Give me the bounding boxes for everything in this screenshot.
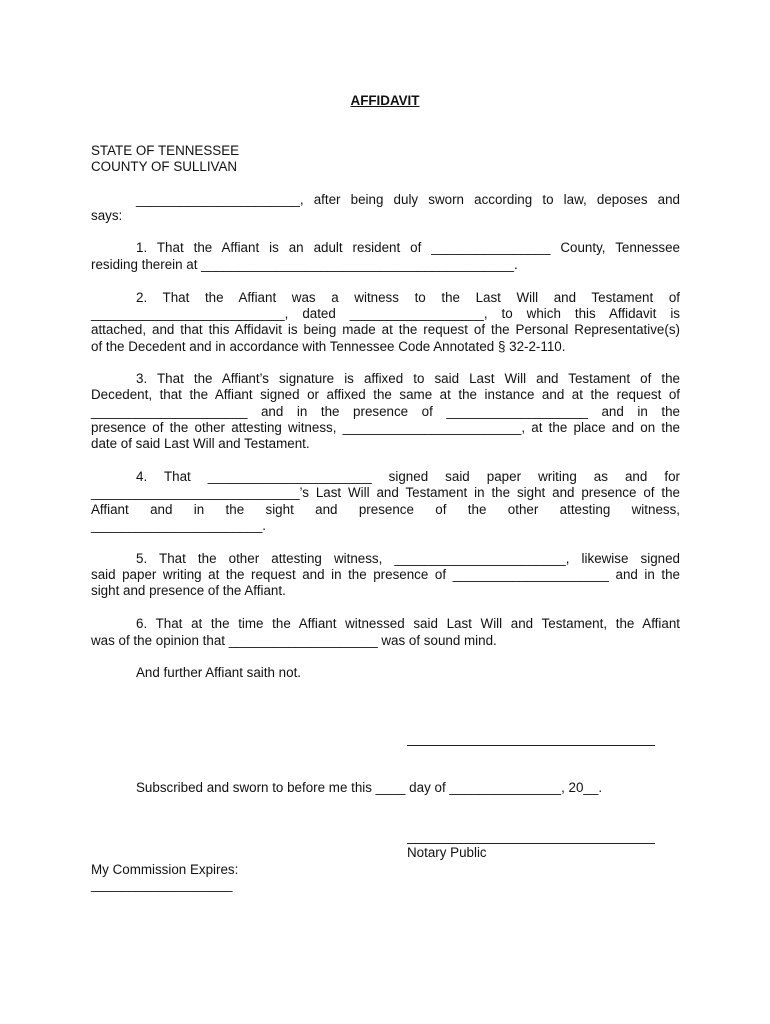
paragraph-5-line-2: said paper writing at the request and in the presence of _____________________ and in the — [91, 567, 680, 582]
paragraph-3-line-1: 3. That the Affiant’s signature is affixed to said Last Will and Testament of the — [136, 371, 680, 386]
subscribed-sworn-line: Subscribed and sworn to before me this ____ day of _______________, 20__. — [136, 780, 603, 795]
paragraph-2-line-2: __________________________, dated __________________, to which this Affidavit is — [91, 306, 680, 321]
notary-signature-line — [407, 843, 655, 844]
intro-line-2: says: — [91, 208, 123, 223]
paragraph-5-line-3: sight and presence of the Affiant. — [91, 583, 286, 598]
document-title: AFFIDAVIT — [350, 93, 420, 108]
paragraph-3-line-3: _____________________ and in the presence of ___________________ and in the — [91, 404, 680, 419]
paragraph-3-line-5: date of said Last Will and Testament. — [91, 436, 310, 451]
paragraph-5-line-1: 5. That the other attesting witness, _______________________, likewise signed — [136, 551, 680, 566]
paragraph-4-line-4: _______________________. — [91, 518, 267, 533]
paragraph-6-line-2: was of the opinion that ____________________ was of sound mind. — [91, 633, 497, 648]
commission-expires-label: My Commission Expires: — [91, 862, 239, 877]
paragraph-4-line-2: ____________________________’s Last Will and Testament in the sight and presence of the — [91, 485, 680, 500]
paragraph-4-line-1: 4. That ______________________ signed said paper writing as and for — [136, 469, 680, 484]
closing-statement: And further Affiant saith not. — [136, 665, 302, 680]
affiant-signature-line — [407, 745, 655, 746]
paragraph-1-line-2: residing therein at __________________________________________. — [91, 257, 518, 272]
paragraph-4-line-3: Affiant and in the sight and presence of the other attesting witness, — [91, 502, 680, 517]
intro-line-1: ______________________, after being duly sworn according to law, deposes and — [136, 192, 680, 207]
paragraph-2-line-3: attached, and that this Affidavit is being made at the request of the Personal Representative(s) — [91, 322, 680, 337]
state-line: STATE OF TENNESSEE — [91, 143, 240, 158]
paragraph-3-line-4: presence of the other attesting witness, ________________________, at the place and on the — [91, 420, 680, 435]
paragraph-1-line-1: 1. That the Affiant is an adult resident of ________________ County, Tennessee — [136, 240, 680, 255]
paragraph-2-line-4: of the Decedent and in accordance with Tennessee Code Annotated § 32-2-110. — [91, 339, 566, 354]
paragraph-6-line-1: 6. That at the time the Affiant witnessed said Last Will and Testament, the Affiant — [136, 616, 680, 631]
commission-expires-blank: ___________________ — [91, 877, 233, 892]
paragraph-2-line-1: 2. That the Affiant was a witness to the Last Will and Testament of — [136, 290, 680, 305]
county-line: COUNTY OF SULLIVAN — [91, 159, 238, 174]
notary-public-label: Notary Public — [407, 845, 487, 860]
paragraph-3-line-2: Decedent, that the Affiant signed or affixed the same at the instance and at the request of — [91, 387, 680, 402]
